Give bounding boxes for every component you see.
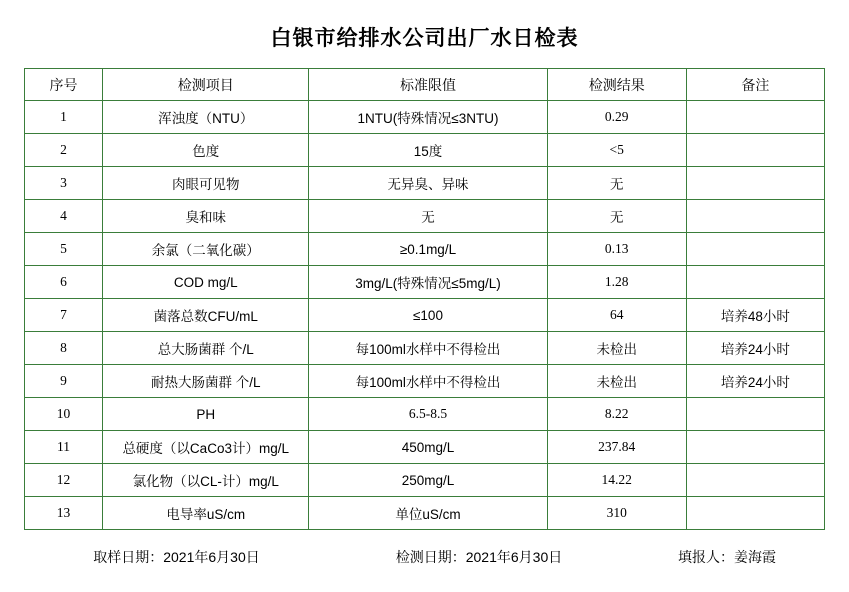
table-row: [25, 365, 825, 398]
cell-result: 14.22: [547, 464, 686, 497]
cell-remark: [686, 431, 824, 464]
cell-result: 无: [547, 200, 686, 233]
column-header-no: 序号: [25, 69, 103, 101]
cell-limit: 15度: [309, 134, 547, 167]
column-header-item: 检测项目: [103, 69, 309, 101]
cell-no: 6: [25, 266, 103, 299]
cell-remark: 培养24小时: [686, 332, 824, 365]
table-row: [25, 398, 825, 431]
cell-limit: 1NTU(特殊情况≤3NTU): [309, 101, 547, 134]
cell-result: 未检出: [547, 365, 686, 398]
cell-item: 电导率uS/cm: [103, 497, 309, 530]
column-header-limit: 标准限值: [309, 69, 547, 101]
cell-item: 总硬度（以CaCo3计）mg/L: [103, 431, 309, 464]
cell-result: 64: [547, 299, 686, 332]
cell-remark: [686, 266, 824, 299]
cell-item: 臭和味: [103, 200, 309, 233]
cell-remark: [686, 497, 824, 530]
cell-item: 氯化物（以CL-计）mg/L: [103, 464, 309, 497]
cell-limit: 450mg/L: [309, 431, 547, 464]
cell-item: 色度: [103, 134, 309, 167]
cell-no: 13: [25, 497, 103, 530]
table-row: [25, 332, 825, 365]
cell-limit: 单位uS/cm: [309, 497, 547, 530]
table-header-row: [25, 69, 825, 101]
table-row: [25, 464, 825, 497]
column-header-remark: 备注: [686, 69, 824, 101]
cell-remark: [686, 233, 824, 266]
cell-limit: 无异臭、异味: [309, 167, 547, 200]
cell-item: 余氯（二氧化碳）: [103, 233, 309, 266]
cell-no: 7: [25, 299, 103, 332]
table-row: [25, 167, 825, 200]
cell-remark: [686, 134, 824, 167]
cell-result: 1.28: [547, 266, 686, 299]
test-date: 检测日期：2021年6月30日: [395, 549, 563, 565]
water-quality-table: [24, 68, 825, 530]
cell-no: 3: [25, 167, 103, 200]
cell-no: 10: [25, 398, 103, 431]
cell-remark: [686, 167, 824, 200]
column-header-result: 检测结果: [547, 69, 686, 101]
cell-limit: 每100ml水样中不得检出: [309, 332, 547, 365]
cell-remark: [686, 101, 824, 134]
cell-limit: 无: [309, 200, 547, 233]
table-row: [25, 497, 825, 530]
cell-result: 237.84: [547, 431, 686, 464]
table-row: [25, 431, 825, 464]
cell-limit: 6.5-8.5: [309, 398, 547, 431]
cell-item: COD mg/L: [103, 266, 309, 299]
document-footer: [0, 547, 849, 567]
table-row: [25, 233, 825, 266]
table-row: [25, 266, 825, 299]
cell-result: <5: [547, 134, 686, 167]
cell-no: 8: [25, 332, 103, 365]
sampling-date: 取样日期：2021年6月30日: [93, 549, 260, 565]
cell-remark: [686, 200, 824, 233]
cell-limit: ≥0.1mg/L: [309, 233, 547, 266]
cell-item: 肉眼可见物: [103, 167, 309, 200]
cell-no: 5: [25, 233, 103, 266]
cell-no: 12: [25, 464, 103, 497]
table-body: [25, 101, 825, 530]
cell-remark: 培养48小时: [686, 299, 824, 332]
cell-no: 4: [25, 200, 103, 233]
reporter: 填报人：姜海霞: [678, 549, 776, 565]
cell-item: 菌落总数CFU/mL: [103, 299, 309, 332]
table-row: [25, 101, 825, 134]
cell-limit: 每100ml水样中不得检出: [309, 365, 547, 398]
cell-item: PH: [103, 398, 309, 431]
cell-remark: [686, 464, 824, 497]
cell-limit: 250mg/L: [309, 464, 547, 497]
table-row: [25, 200, 825, 233]
table-row: [25, 134, 825, 167]
cell-no: 9: [25, 365, 103, 398]
table-row: [25, 299, 825, 332]
cell-limit: 3mg/L(特殊情况≤5mg/L): [309, 266, 547, 299]
cell-item: 总大肠菌群 个/L: [103, 332, 309, 365]
cell-result: 未检出: [547, 332, 686, 365]
table-container: [0, 68, 849, 530]
cell-result: 310: [547, 497, 686, 530]
cell-item: 浑浊度（NTU）: [103, 101, 309, 134]
cell-no: 2: [25, 134, 103, 167]
table-header: [25, 69, 825, 101]
cell-no: 11: [25, 431, 103, 464]
cell-no: 1: [25, 101, 103, 134]
cell-remark: 培养24小时: [686, 365, 824, 398]
cell-result: 8.22: [547, 398, 686, 431]
cell-result: 0.29: [547, 101, 686, 134]
cell-result: 0.13: [547, 233, 686, 266]
cell-limit: ≤100: [309, 299, 547, 332]
cell-result: 无: [547, 167, 686, 200]
cell-item: 耐热大肠菌群 个/L: [103, 365, 309, 398]
cell-remark: [686, 398, 824, 431]
page-title: 白银市给排水公司出厂水日检表: [270, 27, 579, 50]
